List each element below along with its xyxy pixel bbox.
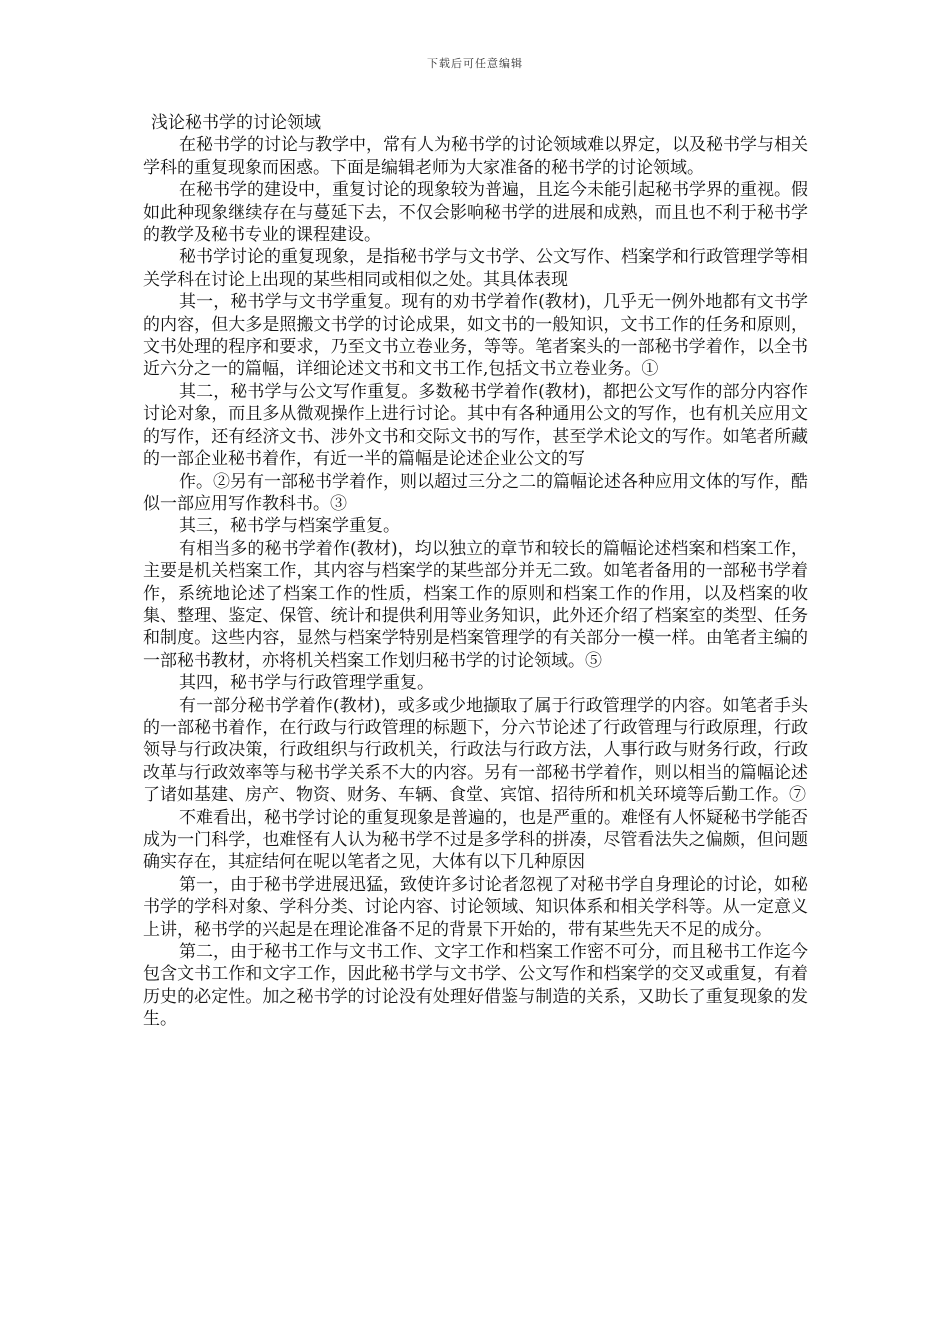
- document-body: [143, 112, 808, 1031]
- paragraph: 其三，秘书学与档案学重复。: [179, 516, 400, 537]
- document-title: 浅论秘书学的讨论领域: [151, 113, 321, 133]
- paragraph: 第一，由于秘书学进展迅猛，致使许多讨论者忽视了对秘书学自身理论的讨论，如秘书学的学科对象、学科分类、讨论内容、讨论领域、知识体系和相关学科等。从一定意义上讲，秘书学的兴起是在理论准备不足的背景下开始的，带有某些先天不足的成分。: [143, 874, 808, 940]
- paragraph: 在秘书学的讨论与教学中，常有人为秘书学的讨论领域难以界定，以及秘书学与相关学科的重复现象而困惑。下面是编辑老师为大家准备的秘书学的讨论领域。: [143, 135, 808, 178]
- paragraph: 在秘书学的建设中，重复讨论的现象较为普遍，且迄今未能引起秘书学界的重视。假如此种现象继续存在与蔓延下去，不仅会影响秘书学的进展和成熟，而且也不利于秘书学的教学及秘书专业的课程建设。: [143, 180, 808, 246]
- paragraph: 不难看出，秘书学讨论的重复现象是普遍的，也是严重的。难怪有人怀疑秘书学能否成为一门科学，也难怪有人认为秘书学不过是多学科的拼凑，尽管看法失之偏颇，但问题确实存在，其症结何在呢以笔者之见，大体有以下几种原因: [143, 807, 808, 873]
- paragraph: 有一部分秘书学着作(教材)，或多或少地撷取了属于行政管理学的内容。如笔者手头的一部秘书着作，在行政与行政管理的标题下，分六节论述了行政管理与行政原理，行政领导与行政决策，行政组织与行政机关，行政法与行政方法，人事行政与财务行政，行政改革与行政效率等与秘书学关系不大的内容。另有一部秘书学着作，则以相当的篇幅论述了诸如基建、房产、物资、财务、车辆、食堂、宾馆、招待所和机关环境等后勤工作。⑦: [143, 695, 808, 806]
- paragraph: 作。②另有一部秘书学着作，则以超过三分之二的篇幅论述各种应用文体的写作，酷似一部应用写作教科书。③: [143, 471, 808, 514]
- paragraph: 第二，由于秘书工作与文书工作、文字工作和档案工作密不可分，而且秘书工作迄今包含文书工作和文字工作，因此秘书学与文书学、公文写作和档案学的交叉或重复，有着历史的必定性。加之秘书学的讨论没有处理好借鉴与制造的关系，又助长了重复现象的发生。: [143, 942, 808, 1030]
- paragraph: 其二，秘书学与公文写作重复。多数秘书学着作(教材)，都把公文写作的部分内容作讨论对象，而且多从微观操作上进行讨论。其中有各种通用公文的写作，也有机关应用文的写作，还有经济文书、涉外文书和交际文书的写作，甚至学术论文的写作。如笔者所藏的一部企业秘书着作，有近一半的篇幅是论述企业公文的写: [143, 381, 808, 470]
- page-header: 下载后可任意编辑: [427, 57, 523, 70]
- paragraph: 其一，秘书学与文书学重复。现有的劝书学着作(教材)，几乎无一例外地都有文书学的内容，但大多是照搬文书学的讨论成果，如文书的一般知识，文书工作的任务和原则，文书处理的程序和要求，乃至文书立卷业务，等等。笔者案头的一部秘书学着作，以全书近六分之一的篇幅，详细论述文书和文书工作,包括文书立卷业务。①: [143, 292, 808, 380]
- paragraph: 其四，秘书学与行政管理学重复。: [179, 673, 434, 694]
- paragraph: 秘书学讨论的重复现象，是指秘书学与文书学、公文写作、档案学和行政管理学等相关学科在讨论上出现的某些相同或相似之处。其具体表现: [143, 247, 808, 290]
- paragraph: 有相当多的秘书学着作(教材)，均以独立的章节和较长的篇幅论述档案和档案工作，主要是机关档案工作，其内容与档案学的某些部分并无二致。如笔者备用的一部秘书学着作，系统地论述了档案工作的性质，档案工作的原则和档案工作的作用，以及档案的收集、整理、鉴定、保管、统计和提供利用等业务知识，此外还介绍了档案室的类型、任务和制度。这些内容，显然与档案学特别是档案管理学的有关部分一模一样。由笔者主编的一部秘书教材，亦将机关档案工作划归秘书学的讨论领域。⑤: [143, 538, 808, 671]
